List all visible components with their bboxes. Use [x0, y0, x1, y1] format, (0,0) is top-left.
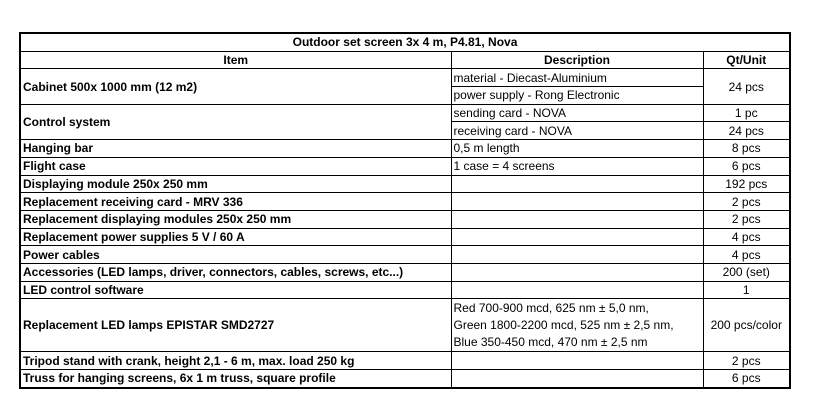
qty-cell: 4 pcs	[703, 228, 790, 246]
qty-cell: 1 pc	[703, 104, 790, 122]
item-cell: Flight case	[20, 157, 451, 175]
table-row	[20, 352, 790, 370]
item-cell: Replacement power supplies 5 V / 60 A	[20, 228, 451, 246]
item-cell: Cabinet 500x 1000 mm (12 m2)	[20, 69, 451, 104]
qty-cell: 4 pcs	[703, 246, 790, 264]
description-cell	[451, 175, 703, 193]
table-row	[20, 263, 790, 281]
description-cell: 0,5 m length	[451, 140, 703, 158]
qty-cell: 200 (set)	[703, 263, 790, 281]
description-cell: power supply - Rong Electronic	[451, 87, 703, 105]
qty-cell: 2 pcs	[703, 193, 790, 211]
header-item: Item	[20, 51, 451, 69]
qty-cell: 2 pcs	[703, 352, 790, 370]
header-qty: Qt/Unit	[703, 51, 790, 69]
item-cell: Replacement receiving card - MRV 336	[20, 193, 451, 211]
table-row	[20, 228, 790, 246]
qty-cell: 192 pcs	[703, 175, 790, 193]
description-line: Blue 350-450 mcd, 470 nm ± 2,5 nm	[453, 334, 648, 349]
description-cell	[451, 281, 703, 299]
description-cell	[451, 246, 703, 264]
table-row	[20, 104, 790, 122]
table-row	[20, 157, 790, 175]
item-cell: Tripod stand with crank, height 2,1 - 6 m, max. load 250 kg	[20, 352, 451, 370]
qty-cell: 6 pcs	[703, 157, 790, 175]
item-cell: Displaying module 250x 250 mm	[20, 175, 451, 193]
equipment-table	[19, 32, 791, 389]
description-cell: 1 case = 4 screens	[451, 157, 703, 175]
description-cell	[451, 193, 703, 211]
table-row	[20, 193, 790, 211]
item-cell: Accessories (LED lamps, driver, connectors, cables, screws, etc...)	[20, 263, 451, 281]
item-cell: LED control software	[20, 281, 451, 299]
header-description: Description	[451, 51, 703, 69]
qty-cell: 24 pcs	[703, 69, 790, 104]
table-title: Outdoor set screen 3x 4 m, P4.81, Nova	[20, 33, 790, 51]
description-cell	[451, 228, 703, 246]
description-cell	[451, 263, 703, 281]
qty-cell: 2 pcs	[703, 210, 790, 228]
item-cell: Truss for hanging screens, 6x 1 m truss, square profile	[20, 370, 451, 388]
table-row	[20, 69, 790, 87]
table-row	[20, 210, 790, 228]
item-cell: Power cables	[20, 246, 451, 264]
description-cell: material - Diecast-Aluminium	[451, 69, 703, 87]
description-cell	[451, 370, 703, 388]
description-cell	[451, 210, 703, 228]
description-cell: receiving card - NOVA	[451, 122, 703, 140]
description-cell	[451, 352, 703, 370]
description-cell	[451, 299, 703, 352]
table-row	[20, 246, 790, 264]
table-row	[20, 370, 790, 388]
description-line: Green 1800-2200 mcd, 525 nm ± 2,5 nm,	[453, 317, 674, 332]
description-cell: sending card - NOVA	[451, 104, 703, 122]
qty-cell: 1	[703, 281, 790, 299]
item-cell: Control system	[20, 104, 451, 139]
description-line: Red 700-900 mcd, 625 nm ± 5,0 nm,	[453, 300, 649, 315]
table-row	[20, 175, 790, 193]
table-row	[20, 140, 790, 158]
item-cell: Replacement displaying modules 250x 250 mm	[20, 210, 451, 228]
qty-cell: 24 pcs	[703, 122, 790, 140]
table-row	[20, 299, 790, 352]
item-cell: Hanging bar	[20, 140, 451, 158]
qty-cell: 6 pcs	[703, 370, 790, 388]
table-row	[20, 281, 790, 299]
qty-cell: 8 pcs	[703, 140, 790, 158]
qty-cell: 200 pcs/color	[703, 299, 790, 352]
item-cell: Replacement LED lamps EPISTAR SMD2727	[20, 299, 451, 352]
